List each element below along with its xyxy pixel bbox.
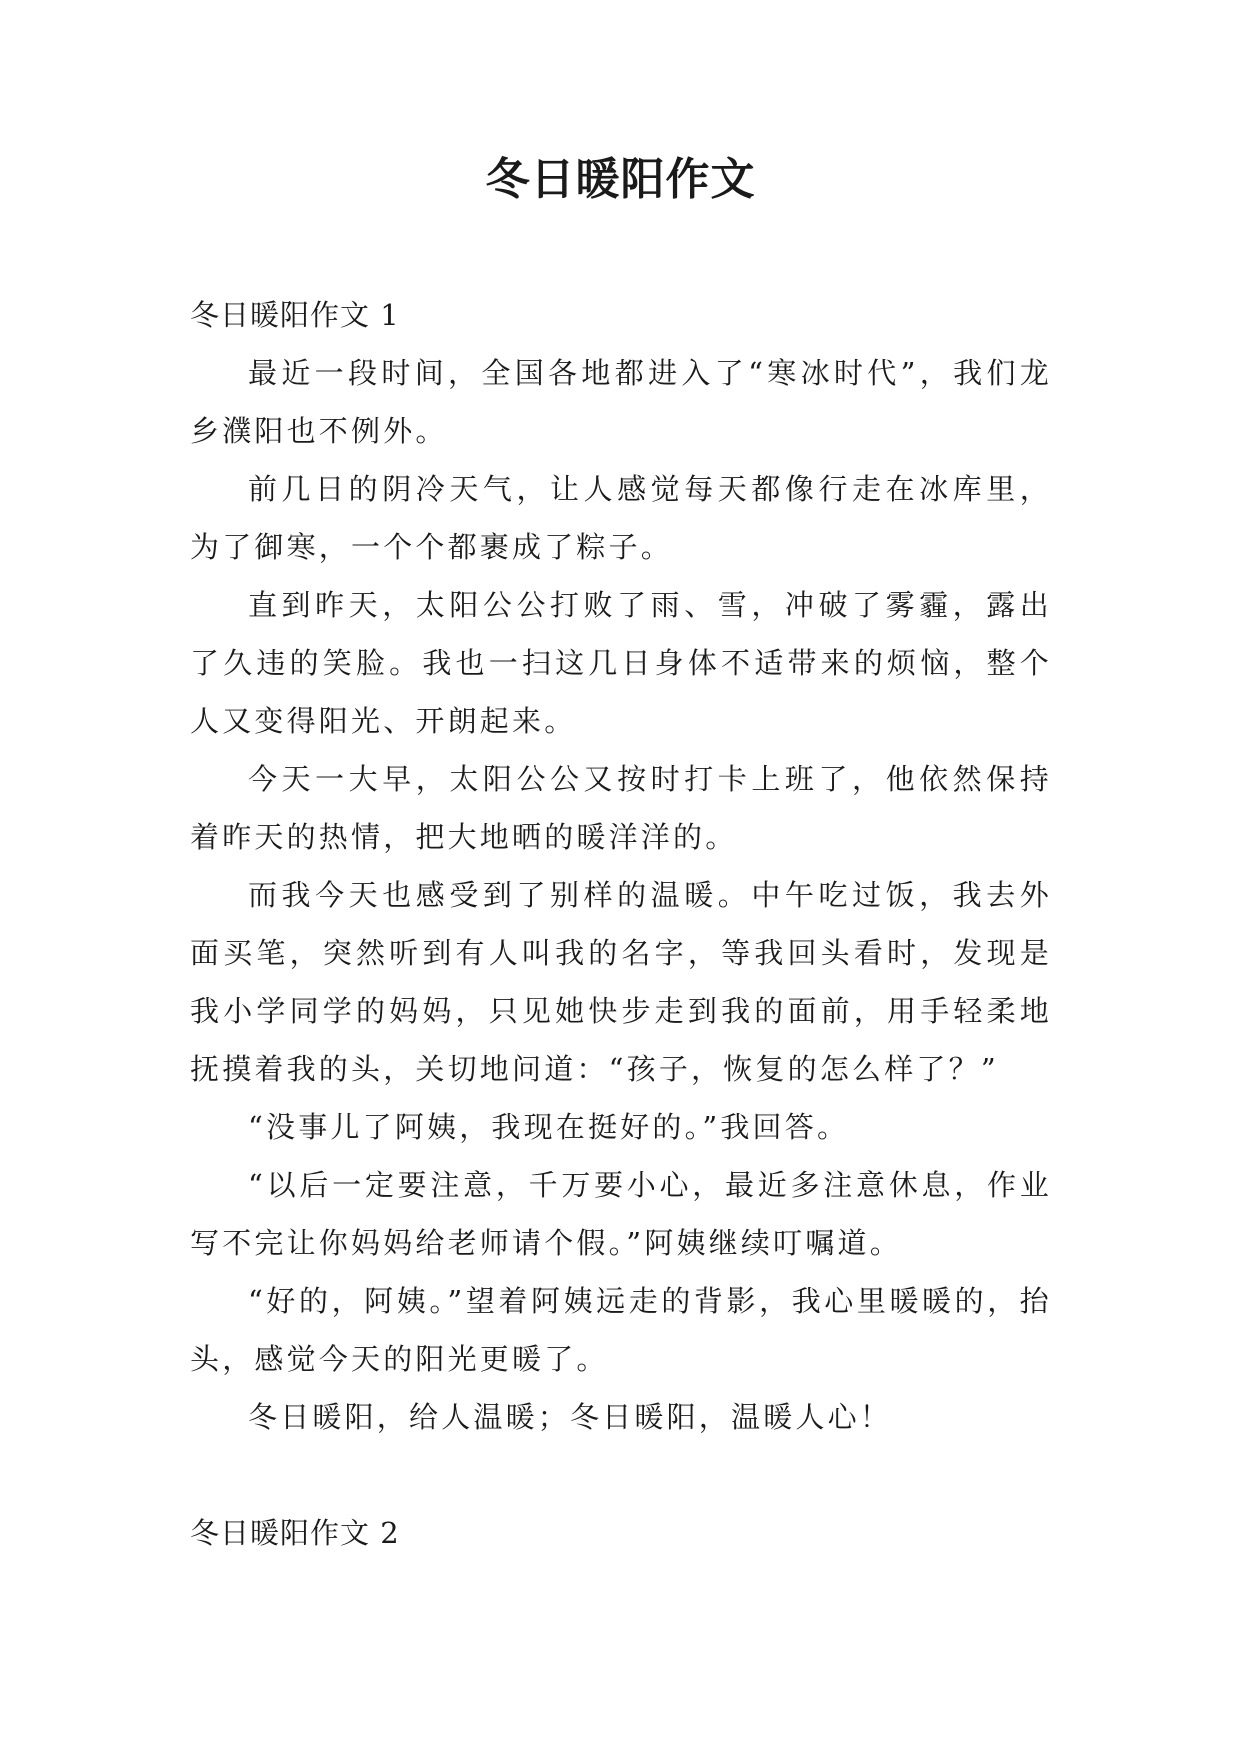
paragraph: “以后一定要注意，千万要小心，最近多注意休息，作业写不完让你妈妈给老师请个假。”阿姨继续叮嘱道。	[190, 1168, 1052, 1260]
section-spacer	[190, 1446, 1052, 1504]
paragraph: “好的，阿姨。”望着阿姨远走的背影，我心里暖暖的，抬头，感觉今天的阳光更暖了。	[190, 1284, 1052, 1376]
paragraph: 今天一大早，太阳公公又按时打卡上班了，他依然保持着昨天的热情，把大地晒的暖洋洋的。	[190, 762, 1052, 854]
paragraph: 最近一段时间，全国各地都进入了“寒冰时代”，我们龙乡濮阳也不例外。	[190, 356, 1052, 448]
paragraph: 前几日的阴冷天气，让人感觉每天都像行走在冰库里，为了御寒，一个个都裹成了粽子。	[190, 472, 1052, 564]
document-title: 冬日暖阳作文	[485, 154, 756, 205]
paragraph: 而我今天也感受到了别样的温暖。中午吃过饭，我去外面买笔，突然听到有人叫我的名字，等我回头看时，发现是我小学同学的妈妈，只见她快步走到我的面前，用手轻柔地抚摸着我的头，关切地问道：“孩子，恢复的怎么样了？”	[190, 878, 1052, 1086]
paragraph: 冬日暖阳，给人温暖；冬日暖阳，温暖人心！	[248, 1400, 893, 1434]
paragraph: 直到昨天，太阳公公打败了雨、雪，冲破了雾霾，露出了久违的笑脸。我也一扫这几日身体不适带来的烦恼，整个人又变得阳光、开朗起来。	[190, 588, 1052, 738]
section-heading-2: 冬日暖阳作文 2	[190, 1516, 400, 1550]
paragraph: “没事儿了阿姨，我现在挺好的。”我回答。	[248, 1110, 850, 1144]
section-heading-1: 冬日暖阳作文 1	[190, 298, 400, 332]
document-body	[190, 286, 1052, 1562]
